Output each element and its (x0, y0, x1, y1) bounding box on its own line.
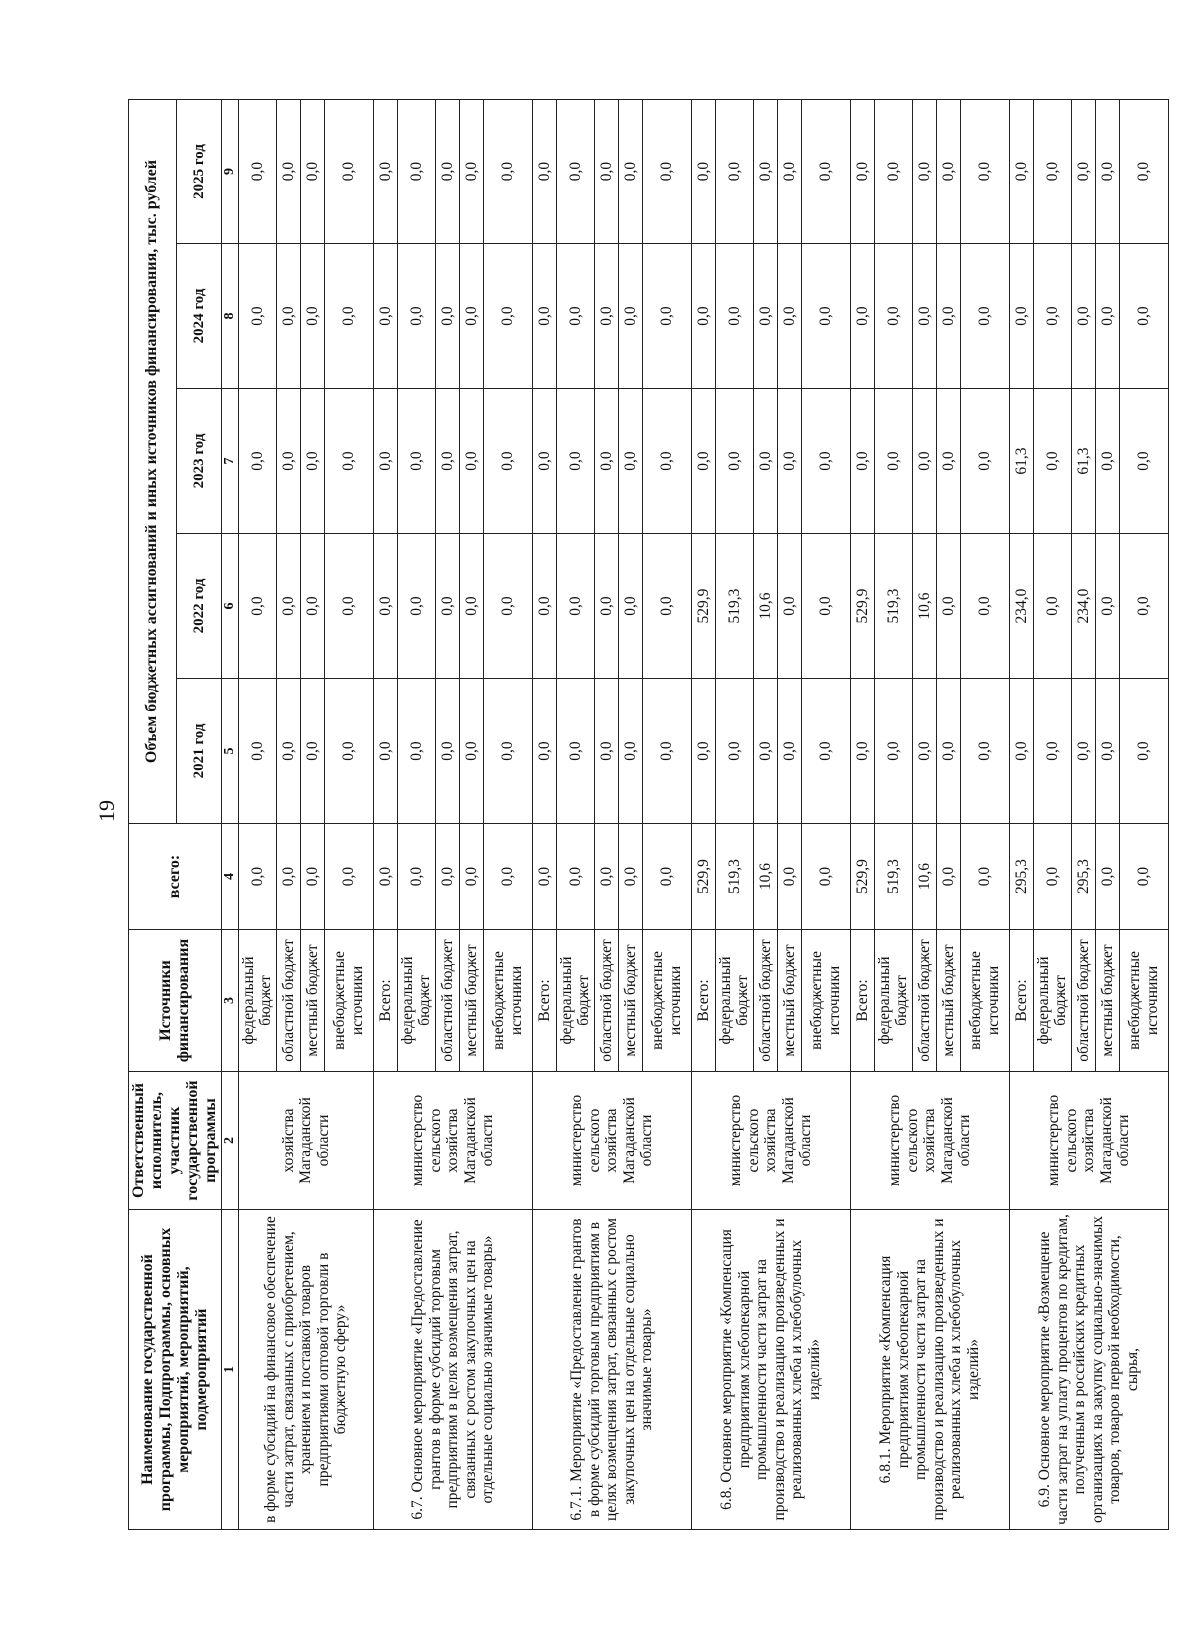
source-cell: внебюджетные источники (801, 930, 850, 1072)
year-value-cell: 0,0 (324, 534, 373, 679)
year-value-cell: 0,0 (936, 99, 960, 243)
year-value-cell: 0,0 (753, 244, 777, 389)
year-value-cell: 0,0 (777, 99, 801, 243)
total-value-cell: 0,0 (1095, 824, 1119, 930)
year-value-cell: 0,0 (1071, 679, 1095, 824)
year-value-cell: 0,0 (238, 244, 276, 389)
year-value-cell: 0,0 (435, 534, 459, 679)
year-value-cell: 0,0 (276, 679, 300, 824)
year-value-cell: 0,0 (642, 389, 691, 534)
year-value-cell: 0,0 (1095, 389, 1119, 534)
year-value-cell: 0,0 (618, 244, 642, 389)
source-cell: федеральный бюджет (397, 930, 435, 1072)
year-value-cell: 0,0 (1119, 99, 1168, 243)
header-row-1 (129, 99, 177, 1529)
total-value-cell: 0,0 (556, 824, 594, 930)
source-cell: областной бюджет (594, 930, 618, 1072)
year-value-cell: 0,0 (715, 389, 753, 534)
year-value-cell: 0,0 (459, 534, 483, 679)
year-value-cell: 0,0 (801, 244, 850, 389)
year-value-cell: 0,0 (801, 679, 850, 824)
year-value-cell: 0,0 (276, 534, 300, 679)
year-value-cell: 0,0 (715, 244, 753, 389)
source-cell: Всего: (373, 930, 397, 1072)
funding-table (128, 99, 1169, 1530)
year-value-cell: 234,0 (1009, 534, 1033, 679)
executor-cell: министерство сельского хозяйства Магаданской области (691, 1072, 850, 1210)
source-cell: местный бюджет (936, 930, 960, 1072)
year-value-cell: 0,0 (1095, 534, 1119, 679)
year-value-cell: 0,0 (1033, 534, 1071, 679)
year-value-cell: 0,0 (276, 99, 300, 243)
total-value-cell: 0,0 (373, 824, 397, 930)
source-cell: областной бюджет (1071, 930, 1095, 1072)
year-value-cell: 0,0 (532, 534, 556, 679)
column-index: 2 (222, 1072, 238, 1210)
total-value-cell: 529,9 (691, 824, 715, 930)
header-year: 2022 год (176, 534, 221, 679)
total-value-cell: 10,6 (912, 824, 936, 930)
source-cell: областной бюджет (276, 930, 300, 1072)
year-value-cell: 0,0 (373, 244, 397, 389)
year-value-cell: 0,0 (483, 679, 532, 824)
year-value-cell: 0,0 (753, 389, 777, 534)
year-value-cell: 519,3 (874, 534, 912, 679)
year-value-cell: 0,0 (850, 99, 874, 243)
source-cell: внебюджетные источники (642, 930, 691, 1072)
year-value-cell: 0,0 (874, 389, 912, 534)
year-value-cell: 0,0 (435, 99, 459, 243)
year-value-cell: 0,0 (912, 244, 936, 389)
year-value-cell: 0,0 (594, 534, 618, 679)
year-value-cell: 0,0 (483, 244, 532, 389)
year-value-cell: 0,0 (1033, 389, 1071, 534)
year-value-cell: 0,0 (936, 534, 960, 679)
total-value-cell: 0,0 (1033, 824, 1071, 930)
total-value-cell: 10,6 (753, 824, 777, 930)
source-cell: федеральный бюджет (874, 930, 912, 1072)
year-value-cell: 519,3 (715, 534, 753, 679)
year-value-cell: 0,0 (691, 99, 715, 243)
year-value-cell: 0,0 (874, 99, 912, 243)
column-index: 5 (222, 679, 238, 824)
year-value-cell: 0,0 (459, 99, 483, 243)
table-row (532, 99, 556, 1529)
year-value-cell: 0,0 (691, 389, 715, 534)
year-value-cell: 0,0 (960, 99, 1009, 243)
year-value-cell: 0,0 (618, 99, 642, 243)
column-index: 4 (222, 824, 238, 930)
year-value-cell: 0,0 (1119, 389, 1168, 534)
year-value-cell: 0,0 (397, 534, 435, 679)
year-value-cell: 0,0 (618, 389, 642, 534)
year-value-cell: 0,0 (1033, 244, 1071, 389)
year-value-cell: 0,0 (1119, 679, 1168, 824)
year-value-cell: 0,0 (276, 244, 300, 389)
year-value-cell: 0,0 (300, 99, 324, 243)
year-value-cell: 0,0 (435, 679, 459, 824)
year-value-cell: 0,0 (801, 99, 850, 243)
total-value-cell: 0,0 (300, 824, 324, 930)
table-row (373, 99, 397, 1529)
year-value-cell: 0,0 (532, 99, 556, 243)
total-value-cell: 295,3 (1009, 824, 1033, 930)
year-value-cell: 0,0 (777, 389, 801, 534)
year-value-cell: 0,0 (459, 244, 483, 389)
year-value-cell: 0,0 (642, 534, 691, 679)
year-value-cell: 0,0 (715, 99, 753, 243)
year-value-cell: 0,0 (960, 679, 1009, 824)
header-total: всего: (129, 824, 222, 930)
source-cell: внебюджетные источники (324, 930, 373, 1072)
year-value-cell: 0,0 (777, 534, 801, 679)
year-value-cell: 0,0 (715, 679, 753, 824)
total-value-cell: 0,0 (483, 824, 532, 930)
source-cell: внебюджетные источники (483, 930, 532, 1072)
total-value-cell: 0,0 (1119, 824, 1168, 930)
year-value-cell: 61,3 (1009, 389, 1033, 534)
year-value-cell: 0,0 (936, 389, 960, 534)
total-value-cell: 0,0 (960, 824, 1009, 930)
year-value-cell: 0,0 (483, 389, 532, 534)
year-value-cell: 0,0 (459, 679, 483, 824)
program-name-cell: 6.7. Основное мероприятие «Предоставление грантов в форме субсидий торговым предприятиям в целях возмещения затрат, связанных с ростом закупочных цен на отдельные социально значимые товары» (373, 1210, 532, 1530)
year-value-cell: 0,0 (556, 534, 594, 679)
year-value-cell: 0,0 (373, 389, 397, 534)
header-year: 2024 год (176, 244, 221, 389)
source-cell: внебюджетные источники (1119, 930, 1168, 1072)
year-value-cell: 0,0 (435, 389, 459, 534)
year-value-cell: 0,0 (300, 244, 324, 389)
year-value-cell: 10,6 (912, 534, 936, 679)
year-value-cell: 0,0 (912, 679, 936, 824)
year-value-cell: 0,0 (324, 679, 373, 824)
source-cell: Всего: (850, 930, 874, 1072)
year-value-cell: 0,0 (556, 389, 594, 534)
year-value-cell: 0,0 (801, 534, 850, 679)
year-value-cell: 529,9 (850, 534, 874, 679)
year-value-cell: 0,0 (1119, 534, 1168, 679)
year-value-cell: 0,0 (642, 244, 691, 389)
year-value-cell: 0,0 (300, 534, 324, 679)
source-cell: Всего: (1009, 930, 1033, 1072)
table-row (1009, 99, 1033, 1529)
program-name-cell: 6.9. Основное мероприятие «Возмещение части затрат на уплату процентов по кредитам, полученным в российских кредитных организациях на закупку социально-значимых товаров, товаров первой необходимости, сырья, (1009, 1210, 1168, 1530)
column-index: 1 (222, 1210, 238, 1530)
source-cell: местный бюджет (300, 930, 324, 1072)
year-value-cell: 0,0 (556, 244, 594, 389)
executor-cell: хозяйства Магаданской области (238, 1072, 373, 1210)
year-value-cell: 0,0 (324, 389, 373, 534)
program-name-cell: 6.7.1. Мероприятие «Предоставление грантов в форме субсидий торговым предприятиям в целях возмещения затрат, связанных с ростом закупочных цен на отдельные социально значимые товары» (532, 1210, 691, 1530)
year-value-cell: 0,0 (777, 244, 801, 389)
year-value-cell: 0,0 (435, 244, 459, 389)
total-value-cell: 519,3 (715, 824, 753, 930)
year-value-cell: 0,0 (850, 244, 874, 389)
year-value-cell: 0,0 (1095, 99, 1119, 243)
program-name-cell: в форме субсидий на финансовое обеспечение части затрат, связанных с приобретением, хранением и поставкой товаров предприятиями оптовой торговли в бюджетную сферу» (238, 1210, 373, 1530)
year-value-cell: 0,0 (801, 389, 850, 534)
year-value-cell: 0,0 (1071, 99, 1095, 243)
page-number: 19 (94, 800, 119, 822)
year-value-cell: 0,0 (594, 389, 618, 534)
total-value-cell: 0,0 (801, 824, 850, 930)
year-value-cell: 0,0 (594, 244, 618, 389)
total-value-cell: 295,3 (1071, 824, 1095, 930)
year-value-cell: 0,0 (874, 679, 912, 824)
year-value-cell: 0,0 (912, 389, 936, 534)
year-value-cell: 0,0 (238, 534, 276, 679)
header-year: 2021 год (176, 679, 221, 824)
year-value-cell: 0,0 (1009, 99, 1033, 243)
year-value-cell: 529,9 (691, 534, 715, 679)
total-value-cell: 0,0 (459, 824, 483, 930)
year-value-cell: 0,0 (618, 534, 642, 679)
year-value-cell: 0,0 (556, 99, 594, 243)
year-value-cell: 0,0 (874, 244, 912, 389)
table-row (691, 99, 715, 1529)
total-value-cell: 0,0 (397, 824, 435, 930)
total-value-cell: 0,0 (642, 824, 691, 930)
year-value-cell: 0,0 (642, 679, 691, 824)
year-value-cell: 0,0 (691, 679, 715, 824)
column-index: 8 (222, 244, 238, 389)
total-value-cell: 0,0 (435, 824, 459, 930)
column-index: 3 (222, 930, 238, 1072)
year-value-cell: 0,0 (960, 534, 1009, 679)
year-value-cell: 0,0 (960, 244, 1009, 389)
source-cell: местный бюджет (777, 930, 801, 1072)
year-value-cell: 0,0 (912, 99, 936, 243)
year-value-cell: 0,0 (1033, 99, 1071, 243)
year-value-cell: 0,0 (300, 389, 324, 534)
year-value-cell: 0,0 (1095, 244, 1119, 389)
year-value-cell: 0,0 (850, 679, 874, 824)
header-year: 2025 год (176, 99, 221, 243)
year-value-cell: 0,0 (936, 679, 960, 824)
total-value-cell: 0,0 (276, 824, 300, 930)
source-cell: местный бюджет (459, 930, 483, 1072)
year-value-cell: 0,0 (238, 389, 276, 534)
executor-cell: министерство сельского хозяйства Магаданской области (373, 1072, 532, 1210)
total-value-cell: 0,0 (324, 824, 373, 930)
table-row (238, 99, 276, 1529)
year-value-cell: 234,0 (1071, 534, 1095, 679)
source-cell: областной бюджет (753, 930, 777, 1072)
year-value-cell: 0,0 (532, 679, 556, 824)
year-value-cell: 0,0 (753, 99, 777, 243)
year-value-cell: 0,0 (556, 679, 594, 824)
year-value-cell: 0,0 (373, 99, 397, 243)
rotated-table-container (128, 100, 1168, 1530)
total-value-cell: 0,0 (936, 824, 960, 930)
executor-cell: министерство сельского хозяйства Магаданской области (532, 1072, 691, 1210)
total-value-cell: 0,0 (532, 824, 556, 930)
header-volume: Объем бюджетных ассигнований и иных источников финансирования, тыс. рублей (129, 99, 177, 823)
program-name-cell: 6.8.1. Мероприятие «Компенсация предприятиям хлебопекарной промышленности части затрат на производство и реализацию произведенных и реализованных хлеба и хлебобулочных изделий» (850, 1210, 1009, 1530)
header-executor: Ответственный исполнитель, участник государственной программы (129, 1072, 222, 1210)
year-value-cell: 0,0 (483, 534, 532, 679)
year-value-cell: 10,6 (753, 534, 777, 679)
year-value-cell: 0,0 (459, 389, 483, 534)
year-value-cell: 0,0 (618, 679, 642, 824)
column-index: 9 (222, 99, 238, 243)
year-value-cell: 0,0 (373, 534, 397, 679)
source-cell: Всего: (691, 930, 715, 1072)
year-value-cell: 0,0 (1033, 679, 1071, 824)
year-value-cell: 0,0 (397, 99, 435, 243)
year-value-cell: 0,0 (1119, 244, 1168, 389)
source-cell: местный бюджет (618, 930, 642, 1072)
year-value-cell: 61,3 (1071, 389, 1095, 534)
year-value-cell: 0,0 (532, 389, 556, 534)
year-value-cell: 0,0 (397, 679, 435, 824)
year-value-cell: 0,0 (373, 679, 397, 824)
year-value-cell: 0,0 (1071, 244, 1095, 389)
total-value-cell: 0,0 (618, 824, 642, 930)
year-value-cell: 0,0 (642, 99, 691, 243)
year-value-cell: 0,0 (324, 244, 373, 389)
header-program-name: Наименование государственной программы, Подпрограммы, основных мероприятий, мероприятий, подмероприятий (129, 1210, 222, 1530)
source-cell: федеральный бюджет (556, 930, 594, 1072)
total-value-cell: 519,3 (874, 824, 912, 930)
column-index: 7 (222, 389, 238, 534)
source-cell: федеральный бюджет (238, 930, 276, 1072)
source-cell: местный бюджет (1095, 930, 1119, 1072)
year-value-cell: 0,0 (691, 244, 715, 389)
table-body (238, 99, 1168, 1529)
year-value-cell: 0,0 (777, 679, 801, 824)
source-cell: федеральный бюджет (715, 930, 753, 1072)
program-name-cell: 6.8. Основное мероприятие «Компенсация предприятиям хлебопекарной промышленности части затрат на производство и реализацию произведенных и реализованных хлеба и хлебобулочных изделий» (691, 1210, 850, 1530)
source-cell: внебюджетные источники (960, 930, 1009, 1072)
column-index: 6 (222, 534, 238, 679)
year-value-cell: 0,0 (483, 99, 532, 243)
year-value-cell: 0,0 (397, 244, 435, 389)
year-value-cell: 0,0 (594, 99, 618, 243)
year-value-cell: 0,0 (397, 389, 435, 534)
year-value-cell: 0,0 (960, 389, 1009, 534)
year-value-cell: 0,0 (276, 389, 300, 534)
year-value-cell: 0,0 (238, 679, 276, 824)
source-cell: областной бюджет (912, 930, 936, 1072)
source-cell: федеральный бюджет (1033, 930, 1071, 1072)
total-value-cell: 0,0 (777, 824, 801, 930)
year-value-cell: 0,0 (753, 679, 777, 824)
year-value-cell: 0,0 (1009, 679, 1033, 824)
header-index-row (222, 99, 238, 1529)
executor-cell: министерство сельского хозяйства Магаданской области (1009, 1072, 1168, 1210)
year-value-cell: 0,0 (850, 389, 874, 534)
year-value-cell: 0,0 (532, 244, 556, 389)
executor-cell: министерство сельского хозяйства Магаданской области (850, 1072, 1009, 1210)
source-cell: областной бюджет (435, 930, 459, 1072)
table-row (850, 99, 874, 1529)
year-value-cell: 0,0 (324, 99, 373, 243)
year-value-cell: 0,0 (300, 679, 324, 824)
source-cell: Всего: (532, 930, 556, 1072)
total-value-cell: 0,0 (594, 824, 618, 930)
year-value-cell: 0,0 (936, 244, 960, 389)
year-value-cell: 0,0 (1095, 679, 1119, 824)
header-year: 2023 год (176, 389, 221, 534)
year-value-cell: 0,0 (594, 679, 618, 824)
header-sources: Источники финансирования (129, 930, 222, 1072)
total-value-cell: 0,0 (238, 824, 276, 930)
total-value-cell: 529,9 (850, 824, 874, 930)
year-value-cell: 0,0 (1009, 244, 1033, 389)
year-value-cell: 0,0 (238, 99, 276, 243)
